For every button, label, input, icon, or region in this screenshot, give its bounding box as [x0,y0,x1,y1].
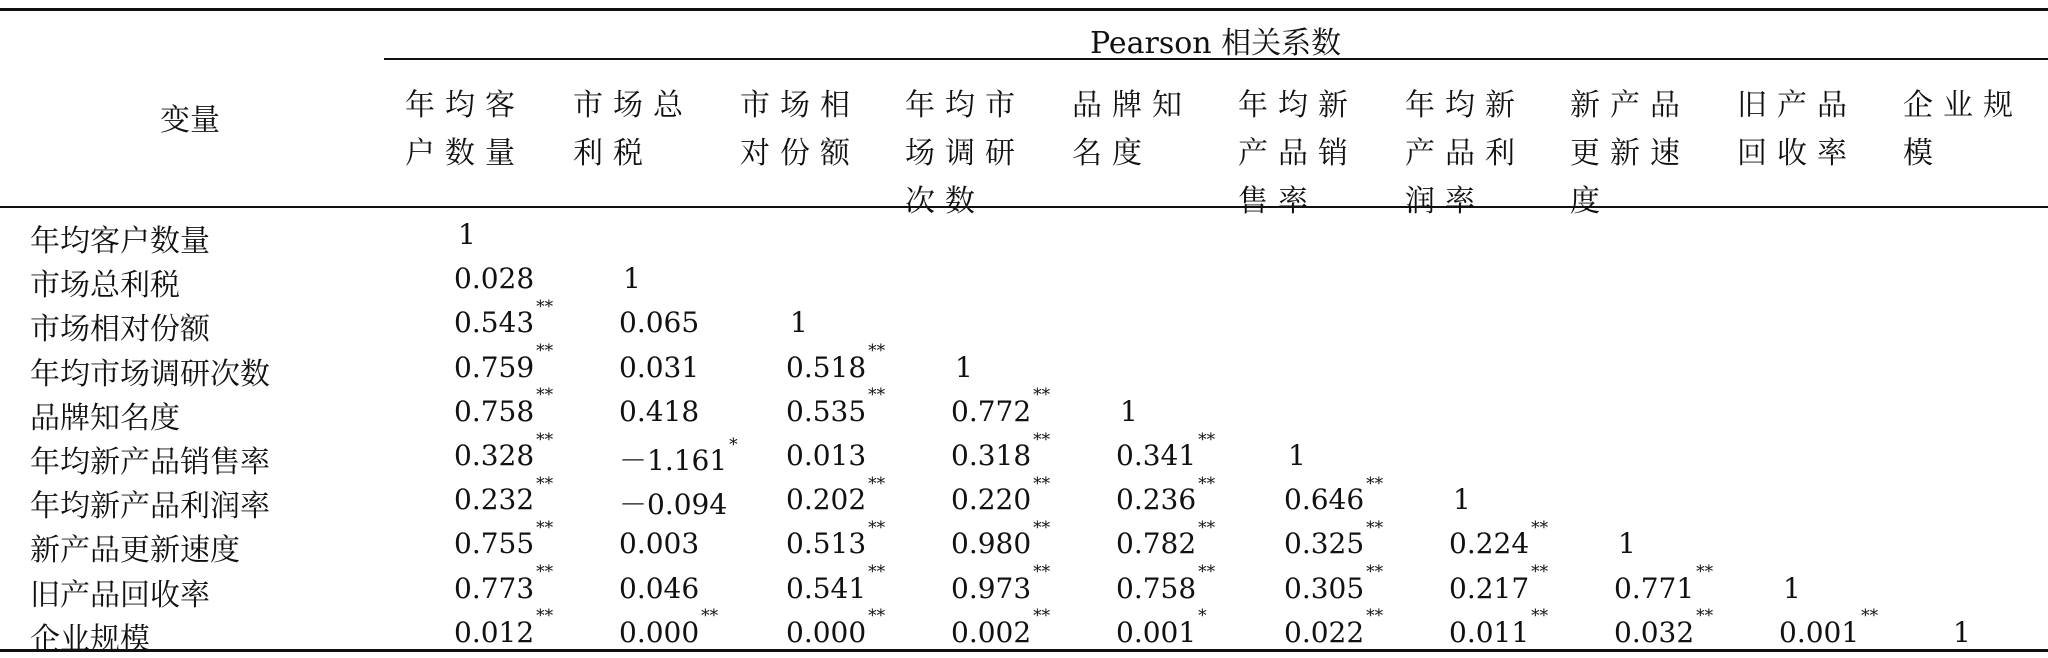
table-cell [1116,606,1207,649]
cell-value: 0.012 [454,615,535,649]
table-cell [454,262,534,295]
significance-mark: ** [1198,473,1216,494]
column-header: 企业规模 [1903,88,2023,171]
cell-value: 0.518 [786,350,867,384]
cell-value: 0.202 [786,483,867,517]
table-cell [619,395,699,428]
significance-mark: ** [536,429,554,450]
table-cell [1614,606,1714,649]
row-label: 年均新产品销售率 [30,445,270,480]
column-header: 新产品更新速度 [1570,88,1690,219]
cell-value: 0.325 [1284,527,1365,561]
cell-value: 0.236 [1116,483,1197,517]
significance-mark: ** [536,297,554,318]
table-cell [619,606,719,649]
cell-value: 0.341 [1116,439,1197,472]
table-cell [1284,473,1384,517]
cell-value: 1 [623,262,641,296]
bottom-rule [0,649,2048,652]
significance-mark: ** [1366,518,1384,539]
cell-value: 0.759 [454,350,535,384]
table-cell [1779,606,1879,649]
significance-mark: ** [701,606,719,627]
cell-value: 0.013 [786,439,867,472]
cell-value: 0.046 [619,571,700,605]
table-cell [454,429,554,472]
table-cell [454,606,554,649]
row-label: 新产品更新速度 [30,533,240,569]
table-cell [1116,562,1216,605]
table-cell [786,341,886,384]
table-cell [454,518,554,561]
column-header: 年均市场调研次数 [905,88,1025,219]
cell-value: 0.543 [454,306,535,340]
significance-mark: ** [1033,606,1051,627]
cell-value: 0.980 [951,527,1032,561]
table-cell [951,429,1051,472]
cell-value: 0.000 [786,615,867,649]
table-cell [1783,572,1801,605]
significance-mark: ** [1696,606,1714,627]
significance-mark: * [1198,606,1207,627]
cell-value: 0.418 [619,394,700,428]
significance-mark: ** [1033,518,1051,539]
cell-value: －1.161 [619,444,728,477]
table-cell [786,606,886,649]
table-cell [454,341,554,384]
cell-value: 0.646 [1284,483,1365,517]
row-label: 企业规模 [30,621,150,657]
cell-value: 1 [790,306,808,340]
table-cell [786,562,886,605]
table-cell [619,306,699,339]
cell-value: －0.094 [619,488,728,522]
significance-mark: ** [1531,606,1549,627]
cell-value: 1 [1453,483,1471,517]
cell-value: 0.003 [619,527,700,561]
table-cell [454,297,554,340]
table-cell [786,473,886,517]
cell-value: 0.031 [619,350,700,384]
significance-mark: ** [536,341,554,362]
cell-value: 0.535 [786,394,867,428]
significance-mark: ** [536,606,554,627]
column-header: 品牌知名度 [1072,88,1192,171]
cell-value: 0.217 [1449,571,1530,605]
table-cell [1284,518,1384,561]
table-cell [1953,616,1971,649]
table-cell [951,518,1051,561]
table-cell [1449,562,1549,605]
cell-value: 0.065 [619,306,700,340]
table-cell [955,351,973,384]
table-cell [786,385,886,428]
column-header: 市场总利税 [573,88,693,171]
table-cell [619,572,699,605]
table-cell [454,385,554,428]
significance-mark: ** [1033,473,1051,494]
cell-value: 1 [1618,527,1636,561]
row-label: 品牌知名度 [30,400,180,436]
table-cell [1449,606,1549,649]
table-cell [1614,562,1714,605]
cell-value: 0.028 [454,262,535,296]
significance-mark: ** [536,518,554,539]
significance-mark: ** [1033,429,1051,450]
table-cell [951,385,1051,428]
table-cell [1449,518,1549,561]
table-cell [1618,527,1636,560]
significance-mark: ** [868,341,886,362]
row-label: 年均市场调研次数 [30,356,270,392]
cell-value: 0.011 [1449,615,1530,649]
cell-value: 0.771 [1614,571,1695,605]
significance-mark: ** [1531,518,1549,539]
cell-value: 0.758 [1116,571,1197,605]
column-header: 市场相对份额 [740,88,860,171]
significance-mark: * [729,434,738,455]
row-label: 年均客户数量 [30,224,210,259]
significance-mark: ** [1198,518,1216,539]
significance-mark: ** [1033,562,1051,583]
column-header: 年均新产品利润率 [1405,88,1525,219]
column-header: 年均新产品销售率 [1238,88,1358,219]
table-cell [951,562,1051,605]
table-cell [1453,483,1471,516]
significance-mark: ** [1198,429,1216,450]
cell-value: 0.232 [454,483,535,517]
cell-value: 0.541 [786,571,867,605]
cell-value: 0.758 [454,394,535,428]
table-cell [951,606,1051,649]
significance-mark: ** [868,473,886,494]
cell-value: 0.022 [1284,615,1365,649]
significance-mark: ** [1696,562,1714,583]
table-cell [786,518,886,561]
table-cell [619,527,699,560]
group-label: Pearson 相关系数 [1090,26,1342,61]
cell-value: 0.001 [1779,615,1860,649]
significance-mark: ** [1366,562,1384,583]
table-cell [619,483,727,523]
cell-value: 0.032 [1614,615,1695,649]
significance-mark: ** [1531,562,1549,583]
significance-mark: ** [536,473,554,494]
table-cell [454,473,554,517]
significance-mark: ** [536,562,554,583]
top-rule [0,8,2048,11]
row-label: 市场总利税 [30,268,180,304]
significance-mark: ** [536,385,554,406]
table-cell [1116,429,1216,472]
cell-value: 0.973 [951,571,1032,605]
table-cell [786,439,866,472]
cell-value: 0.772 [951,394,1032,428]
table-cell [619,434,738,479]
cell-value: 0.328 [454,439,535,472]
cell-value: 1 [458,218,476,251]
table-cell [1116,518,1216,561]
cell-value: 0.224 [1449,527,1530,561]
significance-mark: ** [1198,562,1216,583]
significance-mark: ** [868,606,886,627]
significance-mark: ** [1366,606,1384,627]
significance-mark: ** [868,385,886,406]
cell-value: 0.782 [1116,527,1197,561]
cell-value: 0.773 [454,571,535,605]
cell-value: 0.001 [1116,615,1197,649]
column-header: 旧产品回收率 [1737,88,1857,171]
cell-value: 1 [1288,439,1306,472]
table-cell [1284,562,1384,605]
significance-mark: ** [868,518,886,539]
significance-mark: ** [1366,473,1384,494]
significance-mark: ** [868,562,886,583]
row-label: 年均新产品利润率 [30,489,270,525]
cell-value: 1 [1953,615,1971,649]
table-cell [619,351,699,384]
corner-label: 变量 [160,103,220,138]
cell-value: 0.000 [619,615,700,649]
cell-value: 0.755 [454,527,535,561]
table-cell [1288,439,1306,472]
table-cell [790,306,808,339]
table-cell [951,473,1051,517]
table-cell [458,218,476,251]
row-label: 旧产品回收率 [30,577,210,613]
column-header: 年均客户数量 [405,88,525,171]
table-cell [454,562,554,605]
table-cell [1284,606,1384,649]
cell-value: 1 [955,350,973,384]
table-cell [623,262,641,295]
table-cell [1116,473,1216,517]
cell-value: 0.220 [951,483,1032,517]
cell-value: 1 [1120,394,1138,428]
cell-value: 0.318 [951,439,1032,472]
significance-mark: ** [1861,606,1879,627]
row-label: 市场相对份额 [30,312,210,348]
cell-value: 0.513 [786,527,867,561]
cell-value: 0.002 [951,615,1032,649]
cell-value: 0.305 [1284,571,1365,605]
cell-value: 1 [1783,571,1801,605]
significance-mark: ** [1033,385,1051,406]
table-cell [1120,395,1138,428]
